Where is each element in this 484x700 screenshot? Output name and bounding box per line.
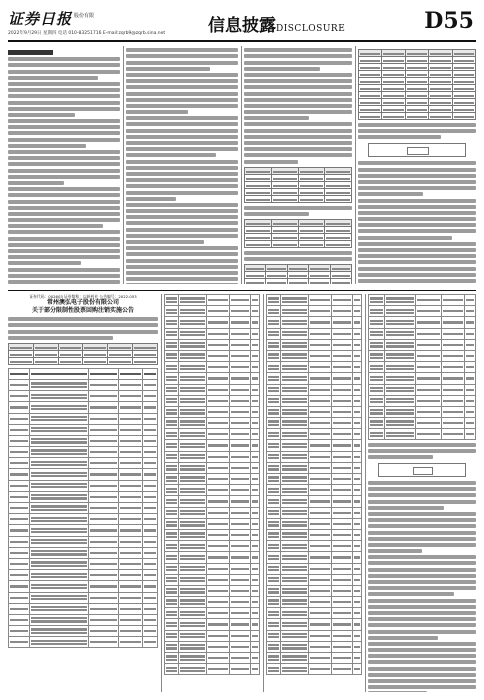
lower-column-2 xyxy=(164,294,260,692)
section-title xyxy=(208,11,345,36)
upper-column-2 xyxy=(126,46,238,284)
lower-half xyxy=(8,294,476,692)
holder-table xyxy=(164,294,260,675)
newspaper-logo: 证券日报 xyxy=(8,10,73,28)
data-table xyxy=(244,219,352,248)
announcement-code: 证券代码：002603 证券简称：以岭药业 公告编号：2022-053 xyxy=(29,294,137,299)
section-title-cn: 信息披露 xyxy=(208,16,276,36)
dateline: 2022年9月29日 星期四 电话 010-83251716 E-mail:zqrb9@zqrb.sina.net xyxy=(8,31,166,36)
data-table xyxy=(358,49,476,120)
data-table xyxy=(244,167,352,203)
data-table xyxy=(244,264,352,284)
upper-column-1 xyxy=(8,46,120,284)
announcement-title: 关于部分限制性股票回购注销实施公告 xyxy=(31,307,134,314)
section-title-en: DISCLOSURE xyxy=(276,24,346,34)
holder-table xyxy=(368,294,476,440)
edition-label: 股份有限 xyxy=(74,13,95,19)
holder-table xyxy=(266,294,362,675)
page-number: D55 xyxy=(424,8,474,34)
lower-column-1 xyxy=(8,294,158,692)
upper-column-3 xyxy=(244,46,352,284)
flow-diagram xyxy=(378,463,466,477)
data-table xyxy=(8,343,158,365)
masthead xyxy=(8,6,476,42)
flow-diagram xyxy=(368,143,466,157)
lower-column-3 xyxy=(266,294,362,692)
holder-table xyxy=(8,368,158,649)
upper-half xyxy=(8,46,476,284)
announcement-company: 常州澳弘电子股份有限公司 xyxy=(46,299,119,306)
upper-column-4 xyxy=(358,46,476,284)
lower-column-4 xyxy=(368,294,476,692)
